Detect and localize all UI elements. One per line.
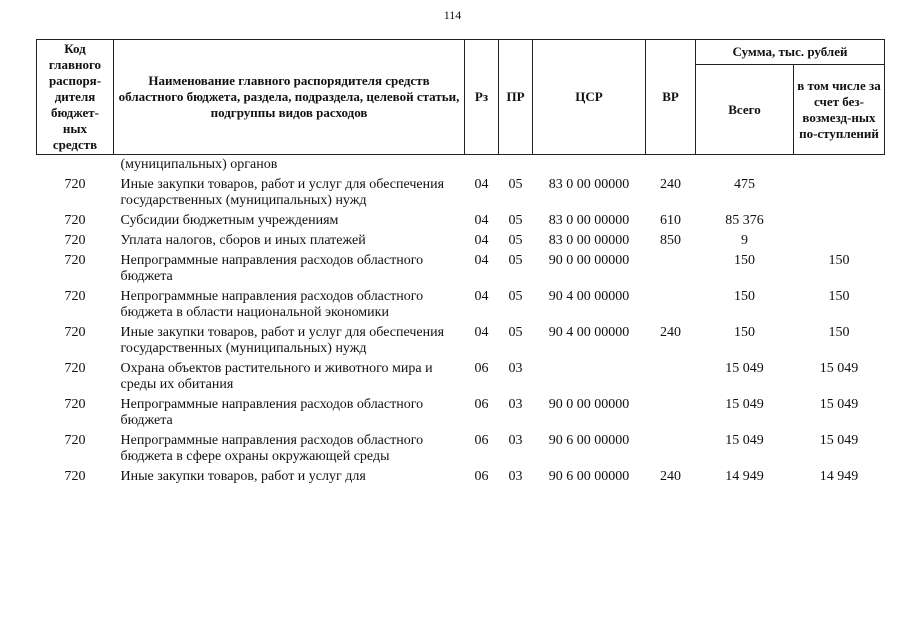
page-number: 114 [443,8,462,22]
table-row-continuation [37,155,885,176]
cell-pr: 03 [508,397,523,412]
table-body [37,155,885,488]
cell-pr: 05 [508,177,523,192]
cell-rz: 04 [474,253,489,268]
cell-gratuitous: 15 049 [819,397,859,412]
cell-total: 15 049 [725,433,764,448]
cell-code: 720 [64,325,86,340]
cell-rz: 04 [474,233,489,248]
cell-csr: 83 0 00 00000 [548,177,630,192]
cell-vr [646,287,696,323]
continuation-text: (муниципальных) органов [120,157,278,172]
cell-name: Непрограммные направления расходов областного бюджета в области национальной экономики [120,289,424,320]
cell-pr: 05 [508,233,523,248]
cell-gratuitous: 15 049 [819,361,859,376]
budget-table [36,39,885,487]
cell-vr: 240 [660,325,681,340]
cell-gratuitous: 14 949 [819,469,859,484]
table-row [37,395,885,431]
cell-rz: 04 [474,289,489,304]
table-row [37,175,885,211]
cell-rz: 04 [474,325,489,340]
cell-vr [646,359,696,395]
cell-code: 720 [64,177,86,192]
cell-pr: 03 [508,361,523,376]
cell-total: 15 049 [725,361,764,376]
cell-name: Субсидии бюджетным учреждениям [120,213,339,228]
header-csr: ЦСР [533,40,646,155]
cell-total: 475 [734,177,755,192]
cell-gratuitous [794,231,885,251]
table-row [37,323,885,359]
cell-code: 720 [64,469,86,484]
table-row [37,251,885,287]
cell-total: 85 376 [725,213,764,228]
cell-csr: 83 0 00 00000 [548,213,630,228]
cell-csr: 90 4 00 00000 [548,289,630,304]
cell-csr: 90 0 00 00000 [548,253,630,268]
cell-vr: 240 [660,177,681,192]
cell-rz: 06 [474,361,489,376]
cell-csr: 90 0 00 00000 [548,397,630,412]
cell-name: Иные закупки товаров, работ и услуг для обеспечения государственных (муниципальных) нужд [120,177,445,208]
header-total: Всего [696,65,794,155]
table-row [37,359,885,395]
header-name: Наименование главного распорядителя средств областного бюджета, раздела, подраздела, целевой статьи, подгруппы видов расходов [114,40,465,155]
cell-rz: 04 [474,177,489,192]
cell-total: 15 049 [725,397,764,412]
header-gratuitous: в том числе за счет без-возмезд-ных по-ступлений [794,65,885,155]
cell-pr: 03 [508,433,523,448]
cell-vr [646,395,696,431]
cell-name: Уплата налогов, сборов и иных платежей [120,233,366,248]
table-row [37,287,885,323]
cell-gratuitous: 15 049 [819,433,859,448]
cell-total: 150 [734,325,755,340]
header-pr: ПР [499,40,533,155]
header-rz: Рз [465,40,499,155]
cell-pr: 03 [508,469,523,484]
table-row [37,431,885,467]
cell-rz: 06 [474,397,489,412]
cell-pr: 05 [508,253,523,268]
cell-rz: 04 [474,213,489,228]
cell-code: 720 [64,397,86,412]
cell-csr: 90 6 00 00000 [548,469,630,484]
header-sum: Сумма, тыс. рублей [696,40,885,65]
cell-rz: 06 [474,469,489,484]
cell-gratuitous: 150 [828,325,850,340]
cell-code: 720 [64,253,86,268]
table-row [37,467,885,487]
cell-csr: 83 0 00 00000 [548,233,630,248]
header-vr: ВР [646,40,696,155]
header-code: Код главного распоря-дителя бюджет-ных средств [37,40,114,155]
table-header [37,40,885,155]
cell-vr: 850 [660,233,681,248]
cell-gratuitous: 150 [828,289,850,304]
cell-total: 150 [734,253,755,268]
cell-vr: 240 [660,469,681,484]
cell-name: Непрограммные направления расходов областного бюджета [120,397,424,428]
cell-name: Непрограммные направления расходов областного бюджета [120,253,424,284]
cell-pr: 05 [508,213,523,228]
cell-code: 720 [64,233,86,248]
cell-total: 150 [734,289,755,304]
cell-csr: 90 6 00 00000 [548,433,630,448]
cell-code: 720 [64,361,86,376]
cell-gratuitous [794,211,885,231]
cell-code: 720 [64,213,86,228]
cell-vr [646,251,696,287]
cell-name: Иные закупки товаров, работ и услуг для [120,469,366,484]
table-row [37,231,885,251]
cell-name: Иные закупки товаров, работ и услуг для обеспечения государственных (муниципальных) нужд [120,325,445,356]
cell-code: 720 [64,433,86,448]
cell-gratuitous: 150 [828,253,850,268]
cell-gratuitous [794,175,885,211]
cell-csr [533,359,646,395]
cell-pr: 05 [508,325,523,340]
cell-code: 720 [64,289,86,304]
table-row [37,211,885,231]
cell-name: Непрограммные направления расходов областного бюджета в сфере охраны окружающей среды [120,433,424,464]
cell-total: 14 949 [725,469,764,484]
cell-vr [646,431,696,467]
cell-name: Охрана объектов растительного и животного мира и среды их обитания [120,361,433,392]
cell-csr: 90 4 00 00000 [548,325,630,340]
cell-rz: 06 [474,433,489,448]
cell-total: 9 [741,233,748,248]
cell-vr: 610 [660,213,681,228]
cell-pr: 05 [508,289,523,304]
